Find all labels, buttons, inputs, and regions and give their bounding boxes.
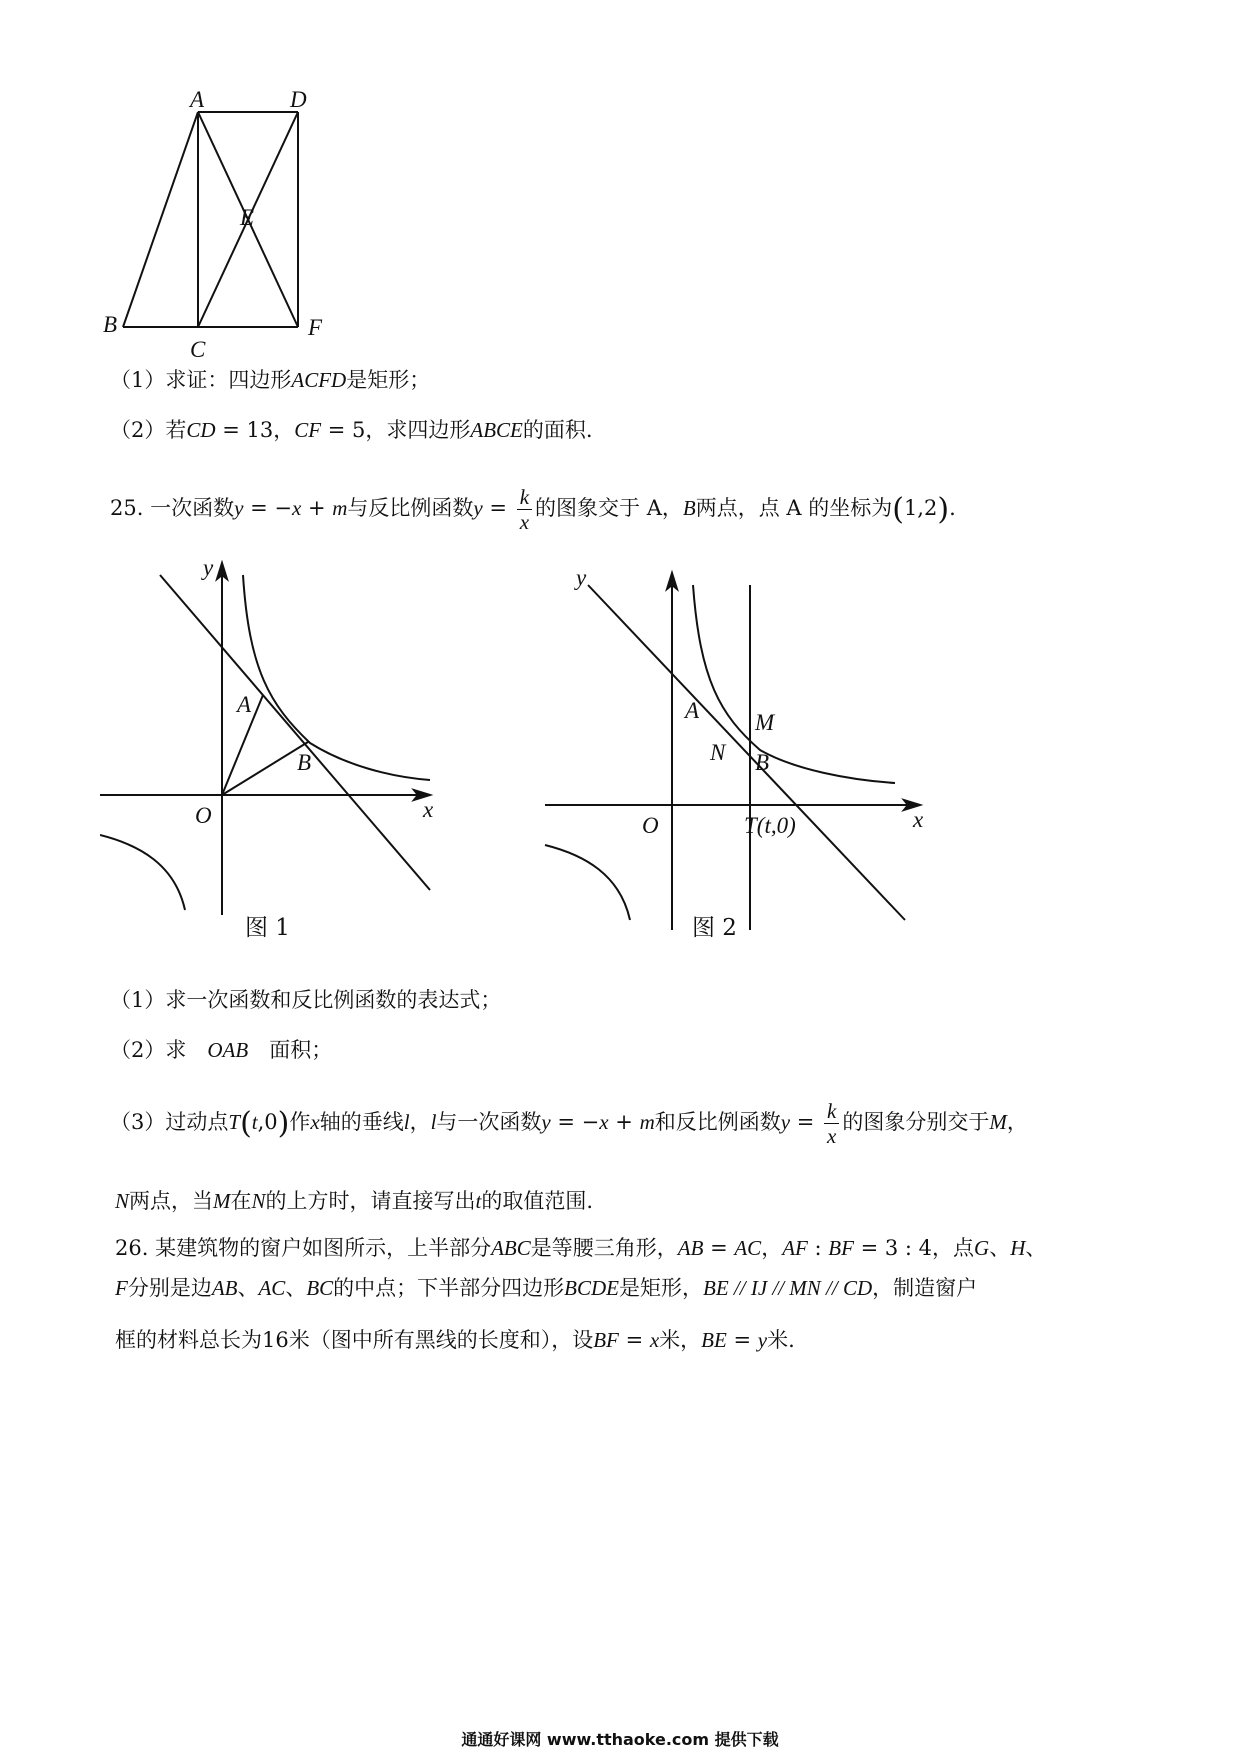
q26-l1-colon: : xyxy=(807,1236,829,1260)
q26-l3-eq2: = xyxy=(726,1328,758,1352)
q25-text-b: 与反比例函数 xyxy=(347,496,474,520)
fig2-label-o: O xyxy=(642,813,659,838)
q26-l1-b: 是等腰三角形， xyxy=(530,1236,678,1260)
q26-l2-F: F xyxy=(115,1276,128,1300)
q25-b: B xyxy=(682,496,696,520)
q25-p2-post: 面积； xyxy=(269,1038,333,1062)
fig2-label-x: x xyxy=(913,807,924,832)
q26-l1-eq: = xyxy=(703,1236,735,1260)
q25-p3b-N: N xyxy=(115,1189,130,1213)
q25-coord: 1,2 xyxy=(903,496,938,520)
q25-p3-b: 作 xyxy=(289,1110,311,1134)
q25-eq2: = xyxy=(482,496,514,520)
q26-l1-a: 26. 某建筑物的窗户如图所示，上半部分 xyxy=(115,1236,492,1260)
q25-text-d: 两点，点 A 的坐标为 xyxy=(695,496,893,520)
q25-p3-T: T xyxy=(228,1110,241,1134)
q25-p3b-N2: N xyxy=(251,1189,266,1213)
fig2-caption: 图 2 xyxy=(692,915,737,941)
q25-p3-M: M xyxy=(989,1110,1007,1134)
q26-l3-x: x xyxy=(649,1328,660,1352)
q25-p3-paren-close: ) xyxy=(277,1106,290,1141)
q25-p2-text: （2）求 xyxy=(110,1038,187,1062)
fig1-label-o: O xyxy=(195,803,212,828)
fig1-caption: 图 1 xyxy=(245,915,290,941)
q26-l2-c: 、 xyxy=(285,1276,307,1300)
figure-q24 xyxy=(100,85,340,365)
q25-p3-x1: x xyxy=(599,1110,609,1134)
q25-p3-zero: ,0 xyxy=(257,1110,278,1134)
fig2-label-m: M xyxy=(755,710,775,735)
fig1-segment-ob xyxy=(222,742,308,795)
q25-p3-t: t xyxy=(251,1110,258,1134)
q25-statement xyxy=(110,478,956,540)
q25-p3-h: ， xyxy=(1006,1110,1028,1134)
q26-l1-d: ，点 xyxy=(932,1236,975,1260)
q25-x2: x xyxy=(519,510,530,534)
page-footer: 通通好课网 www.tthaoke.com 提供下载 xyxy=(461,1730,779,1749)
q26-l3-16: 16 xyxy=(262,1328,289,1352)
q25-p3b-c: 的上方时，请直接写出 xyxy=(265,1189,476,1213)
q25-p3b-d: 的取值范围. xyxy=(481,1189,594,1213)
segment-ba xyxy=(123,112,198,327)
q24-p1-post: 是矩形； xyxy=(346,368,431,392)
q25-p3-plus: + xyxy=(608,1110,640,1134)
figure-q25-1 xyxy=(100,555,500,945)
q26-l2-d: 的中点；下半部分四边形 xyxy=(333,1276,565,1300)
fig1-label-y: y xyxy=(203,555,214,580)
fig2-label-t: T(t,0) xyxy=(744,813,796,838)
fig1-hyperbola-branch2 xyxy=(100,835,185,910)
q25-y1: y xyxy=(234,496,244,520)
q25-p3b-M: M xyxy=(213,1189,231,1213)
q25-p3b-b: 在 xyxy=(230,1189,252,1213)
q26-l3-b: 米（图中所有黑线的长度和），设 xyxy=(288,1328,594,1352)
q25-text-c: 的图象交于 A， xyxy=(535,496,683,520)
fig2-label-n: N xyxy=(710,740,726,765)
q26-l2-ac: AC xyxy=(258,1276,286,1300)
q26-l2-bc: BC xyxy=(306,1276,334,1300)
q26-line1 xyxy=(115,1233,1046,1263)
q24-p2-post: 的面积. xyxy=(522,418,593,442)
q26-l3-be: BE xyxy=(701,1328,727,1352)
fig2-label-y: y xyxy=(576,565,587,590)
q26-l2-parallel: BE // IJ // MN // CD xyxy=(703,1276,873,1300)
q25-p3b-a: 两点，当 xyxy=(129,1189,214,1213)
q25-x1: x xyxy=(291,496,302,520)
q25-plus: + xyxy=(301,496,333,520)
q24-p2-eq2: = 5，求四边形 xyxy=(321,418,471,442)
q26-l1-h: H xyxy=(1010,1236,1026,1260)
label-e: E xyxy=(240,205,255,230)
q25-part2 xyxy=(110,1035,332,1065)
q25-p3-e: 与一次函数 xyxy=(436,1110,542,1134)
q26-l1-e: 、 xyxy=(989,1236,1011,1260)
q25-p3-m: m xyxy=(639,1110,655,1134)
q24-p1-var: ACFD xyxy=(291,368,347,392)
q25-p3-x: x xyxy=(310,1110,320,1134)
q24-p2-cd: CD xyxy=(186,418,216,442)
q25-fraction xyxy=(517,485,532,534)
q25-p3-f: 和反比例函数 xyxy=(654,1110,781,1134)
q25-p3-c: 轴的垂线 xyxy=(319,1110,404,1134)
q25-p2-var: OAB xyxy=(207,1038,249,1062)
q26-l1-bf: BF xyxy=(828,1236,854,1260)
q26-l1-ratio: = 3 : 4 xyxy=(853,1236,933,1260)
q25-end: . xyxy=(949,496,956,520)
q24-p2-text: （2）若 xyxy=(110,418,187,442)
q26-l1-f: 、 xyxy=(1025,1236,1047,1260)
q25-k: k xyxy=(517,485,532,510)
q26-line2 xyxy=(115,1273,977,1303)
q26-l2-ab: AB xyxy=(211,1276,238,1300)
q25-part3 xyxy=(110,1092,1028,1154)
q25-p3-eq2: = xyxy=(790,1110,822,1134)
q26-l3-y: y xyxy=(757,1328,768,1352)
q24-part1 xyxy=(110,365,430,395)
fig1-label-a: A xyxy=(237,692,252,717)
fig2-line xyxy=(588,585,905,920)
label-d: D xyxy=(290,87,307,112)
fig1-label-b: B xyxy=(297,750,312,775)
q26-l3-c: 米， xyxy=(659,1328,702,1352)
q25-eq1: = − xyxy=(243,496,292,520)
q26-l1-abc: ABC xyxy=(491,1236,531,1260)
label-b: B xyxy=(103,312,118,337)
q25-number: 25. xyxy=(110,496,144,520)
fig1-hyperbola-branch1 xyxy=(243,575,430,780)
q25-p3-a: （3）过动点 xyxy=(110,1110,229,1134)
q25-p3-fraction xyxy=(824,1099,839,1148)
q25-p3-l1: l xyxy=(403,1110,410,1134)
q25-paren-open: ( xyxy=(892,492,904,527)
q25-p3-d: ， xyxy=(409,1110,431,1134)
q25-p3-y2: y xyxy=(780,1110,791,1134)
q26-l2-b: 、 xyxy=(237,1276,259,1300)
q25-m1: m xyxy=(332,496,348,520)
q25-p3-l2: l xyxy=(430,1110,437,1134)
q26-line3 xyxy=(115,1325,795,1355)
q25-part3-cont xyxy=(115,1186,593,1216)
q26-l1-c: ， xyxy=(761,1236,783,1260)
q26-l1-af: AF xyxy=(782,1236,808,1260)
q25-p3-paren-open: ( xyxy=(240,1106,252,1141)
q25-p3-x2: x xyxy=(827,1124,837,1148)
q25-p3-g: 的图象分别交于 xyxy=(842,1110,990,1134)
q25-paren-close: ) xyxy=(937,492,950,527)
q24-part2 xyxy=(110,415,593,445)
q26-l1-ac: AC xyxy=(734,1236,762,1260)
q25-p3-k: k xyxy=(824,1099,839,1124)
q26-l3-eq1: = xyxy=(618,1328,650,1352)
q25-p1-text: （1）求一次函数和反比例函数的表达式； xyxy=(110,988,502,1012)
q26-l3-d: 米. xyxy=(767,1328,795,1352)
fig1-label-x: x xyxy=(423,797,434,822)
fig2-label-b: B xyxy=(755,750,770,775)
label-a: A xyxy=(190,87,205,112)
q24-p1-text: （1）求证：四边形 xyxy=(110,368,292,392)
q25-p3-y1: y xyxy=(541,1110,551,1134)
fig2-hyperbola-branch2 xyxy=(545,845,630,920)
q26-l2-bcde: BCDE xyxy=(564,1276,619,1300)
q26-l1-g: G xyxy=(974,1236,990,1260)
q26-l2-f: ，制造窗户 xyxy=(872,1276,978,1300)
q25-p3b-t: t xyxy=(475,1189,482,1213)
q24-p2-abce: ABCE xyxy=(470,418,523,442)
q26-l2-e: 是矩形， xyxy=(619,1276,703,1300)
figure-q25-2 xyxy=(530,555,930,945)
fig1-line xyxy=(160,575,430,890)
label-f: F xyxy=(308,315,323,340)
q24-p2-eq1: = 13， xyxy=(215,418,295,442)
q25-part1 xyxy=(110,985,501,1015)
q24-p2-cf: CF xyxy=(294,418,322,442)
q26-l3-bf: BF xyxy=(593,1328,619,1352)
fig2-label-a: A xyxy=(685,698,700,723)
q26-l2-a: 分别是边 xyxy=(127,1276,212,1300)
q26-l3-a: 框的材料总长为 xyxy=(115,1328,262,1352)
q25-text-a: 一次函数 xyxy=(150,496,235,520)
q25-p3-eq1: = − xyxy=(550,1110,600,1134)
label-c: C xyxy=(190,337,206,362)
q25-y2: y xyxy=(473,496,483,520)
q26-l1-ab: AB xyxy=(677,1236,704,1260)
